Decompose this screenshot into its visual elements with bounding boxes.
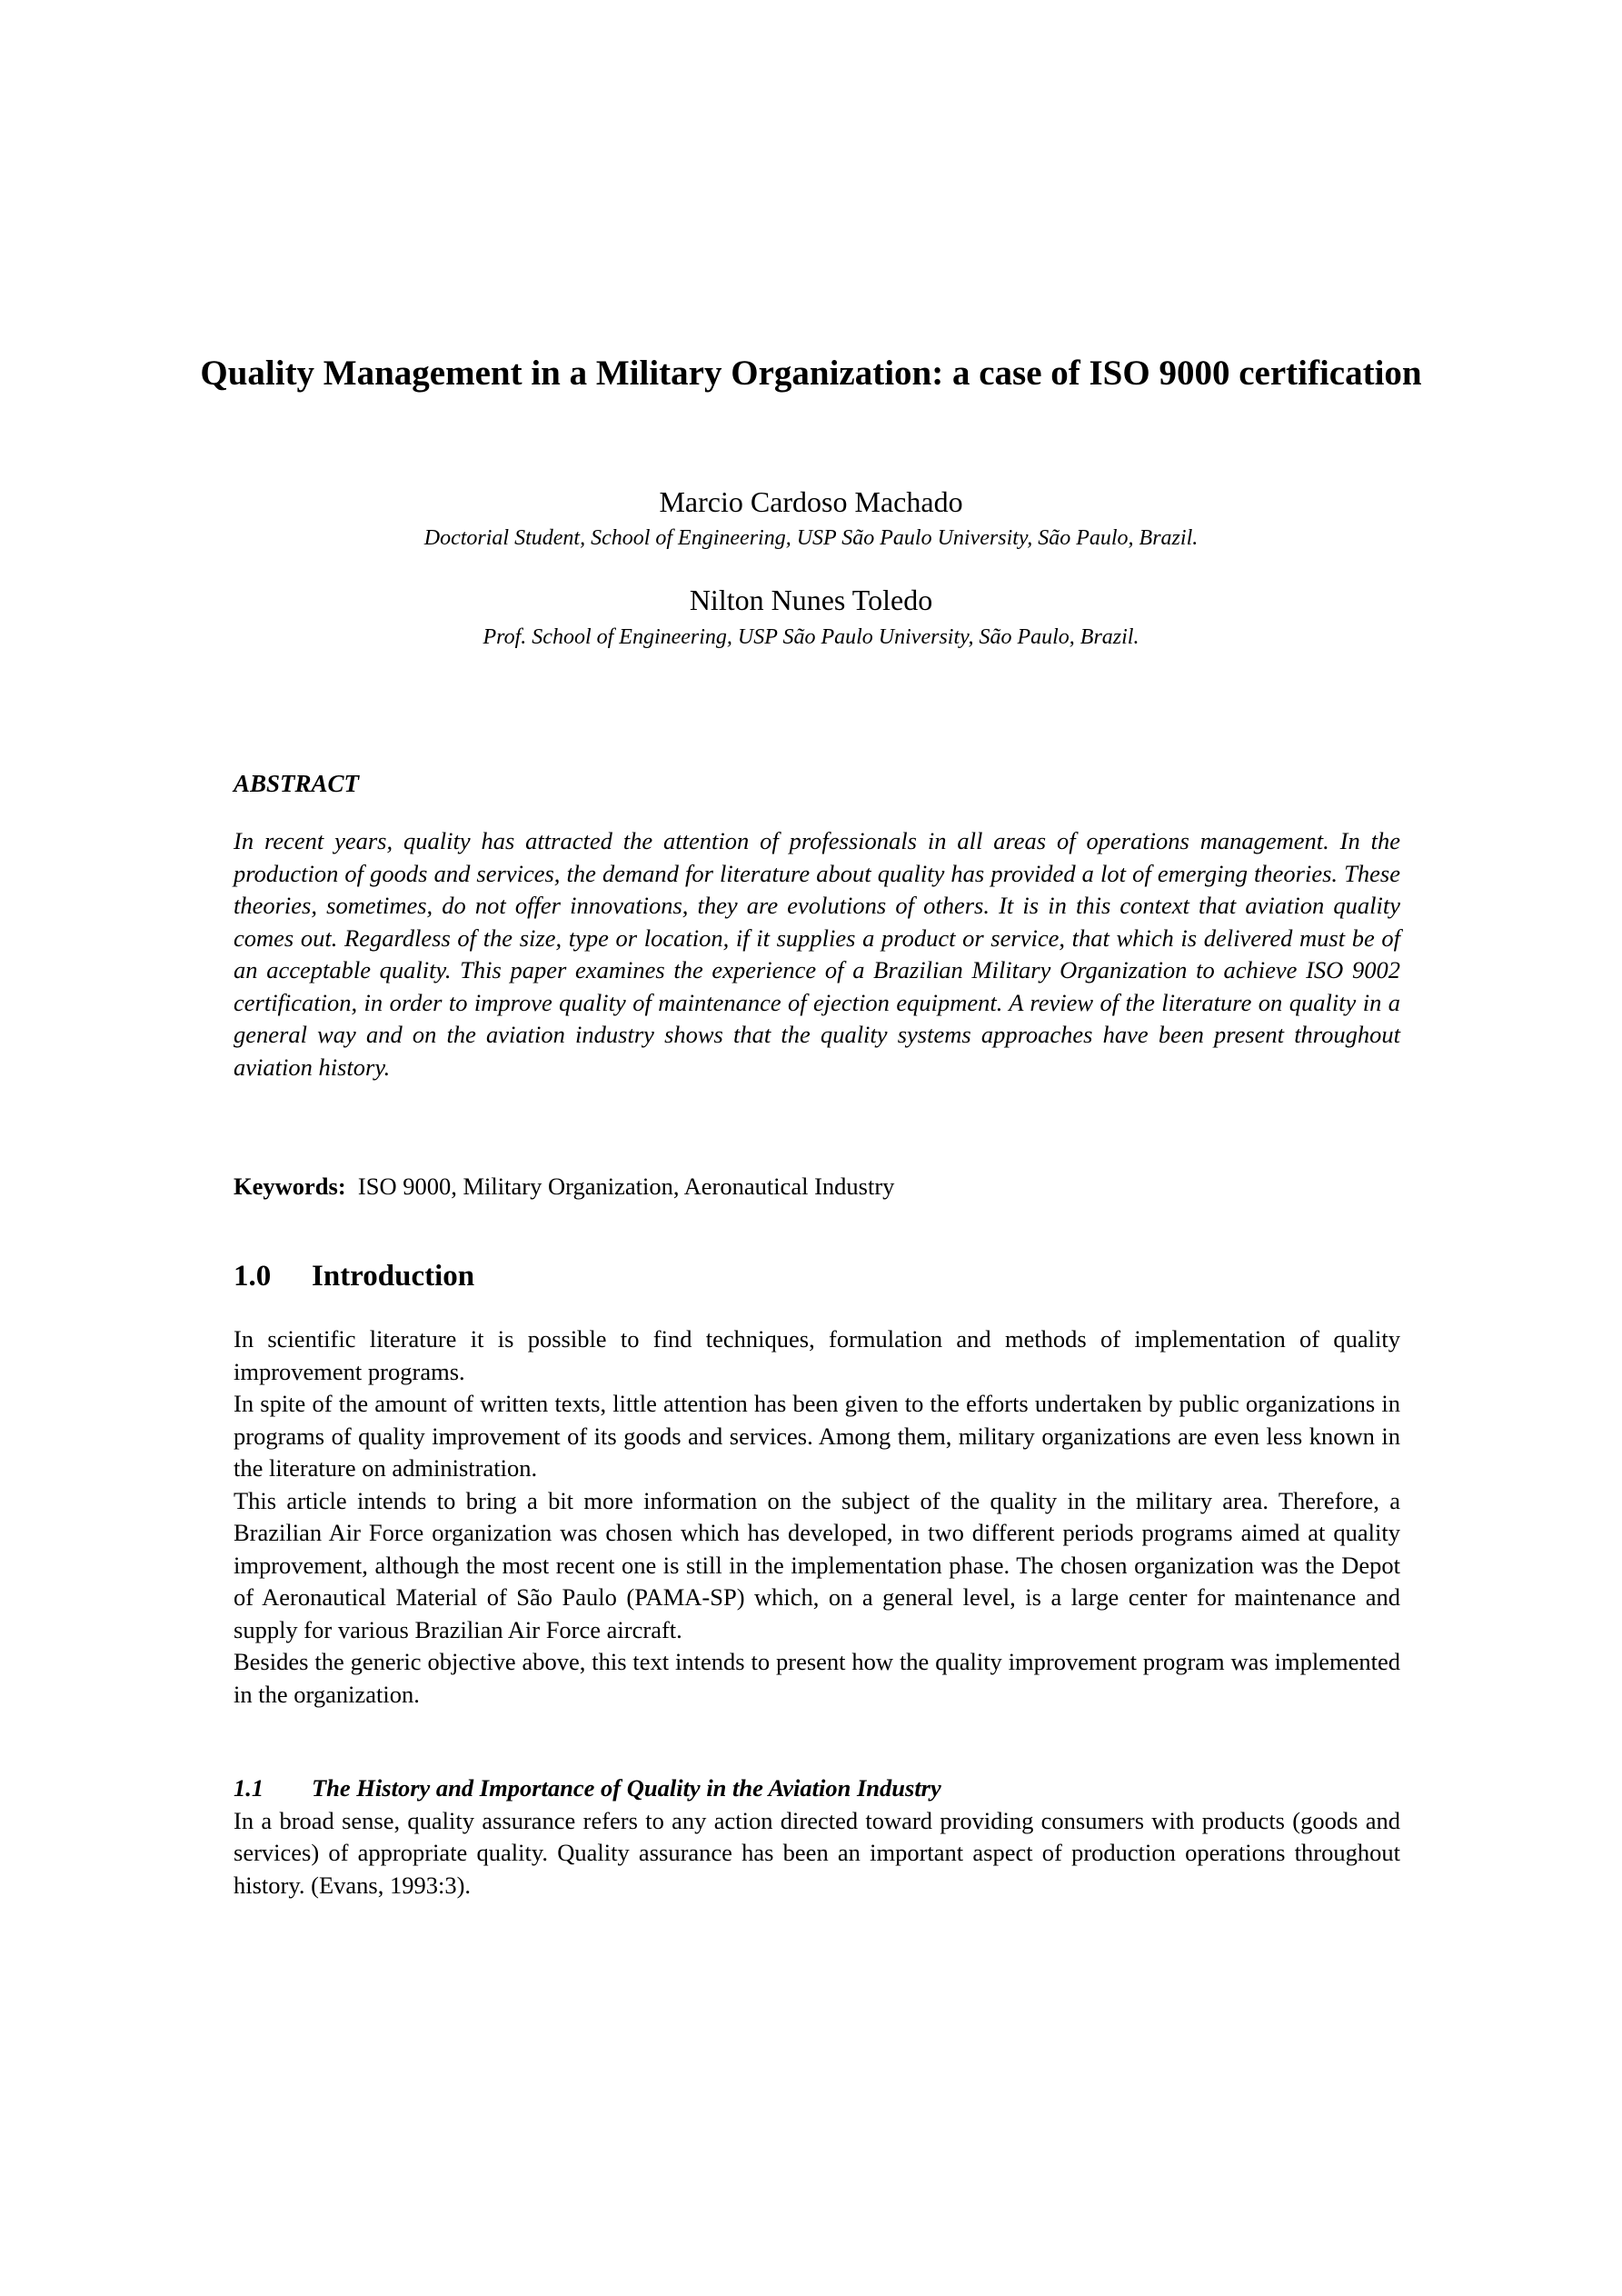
author-affiliation-1: Doctorial Student, School of Engineering, USP São Paulo University, São Paulo, Brazil. <box>423 526 1199 550</box>
keywords-label: Keywords: <box>234 1173 346 1200</box>
section-1-title: Introduction <box>312 1260 475 1293</box>
section-1-heading <box>234 1257 1400 1295</box>
section-1-1-number: 1.1 <box>234 1774 264 1802</box>
abstract-body <box>234 825 1400 1083</box>
author-name-1: Marcio Cardoso Machado <box>659 485 963 518</box>
author-affiliation-2: Prof. School of Engineering, USP São Paulo University, São Paulo, Brazil. <box>483 625 1139 649</box>
intro-paragraph-4: Besides the generic objective above, this text intends to present how the quality improvement program was implemented in the organization. <box>234 1648 1400 1708</box>
section-1-1 <box>234 1772 1400 1902</box>
intro-paragraph-2: In spite of the amount of written texts, little attention has been given to the efforts undertaken by public organizations in programs of quality improvement of its goods and services. Among them, military organizations are even less known in the literature on administration. <box>234 1390 1400 1482</box>
abstract-section <box>234 768 1400 799</box>
abstract-heading: ABSTRACT <box>234 770 360 797</box>
author-name-2: Nilton Nunes Toledo <box>689 584 933 616</box>
keywords-value: ISO 9000, Military Organization, Aeronautical Industry <box>357 1173 895 1200</box>
abstract-text: In recent years, quality has attracted the attention of professionals in all areas of operations management. In the production of goods and services, the demand for literature about quality has provided a lot of emerging theories. These theories, sometimes, do not offer innovations, they are evolutions of others. It is in this context that aviation quality comes out. Regardless of the size, type or location, if it supplies a product or service, that which is delivered must be of an acceptable quality. This paper examines the experience of a Brazilian Military Organization to achieve ISO 9002 certification, in order to improve quality of maintenance of ejection equipment. A review of the literature on quality in a general way and on the aviation industry shows that the quality systems approaches have been present throughout aviation history. <box>234 827 1400 1081</box>
intro-paragraph-1: In scientific literature it is possible to find techniques, formulation and methods of implementation of quality improvement programs. <box>234 1325 1400 1385</box>
section-1-1-title: The History and Importance of Quality in the Aviation Industry <box>312 1774 941 1802</box>
keywords-line <box>234 1171 1400 1203</box>
intro-paragraph-3: This article intends to bring a bit more information on the subject of the quality in the military area. Therefore, a Brazilian Air Force organization was chosen which has developed, in two different periods programs aimed at quality improvement, although the most recent one is still in the implementation phase. The chosen organization was the Depot of Aeronautical Material of São Paulo (PAMA-SP) which, on a general level, is a large center for maintenance and supply for various Brazilian Air Force aircraft. <box>234 1486 1400 1643</box>
section-1-body <box>234 1323 1400 1711</box>
paper-title: Quality Management in a Military Organization: a case of ISO 9000 certification <box>200 354 1422 393</box>
section-1-number: 1.0 <box>234 1260 272 1293</box>
section-1-1-paragraph: In a broad sense, quality assurance refers to any action directed toward providing consumers with products (goods and services) of appropriate quality. Quality assurance has been an important aspect of production operations throughout history. (Evans, 1993:3). <box>234 1806 1400 1899</box>
